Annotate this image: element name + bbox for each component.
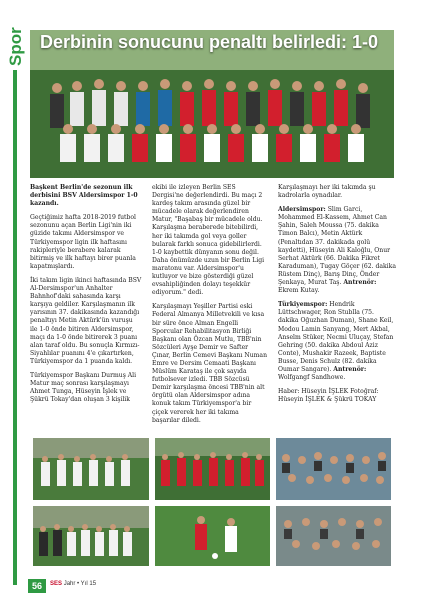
lineup-aldersimspor xyxy=(278,206,396,295)
article-title: Derbinin sonucunu penaltı belirledi: 1-0 xyxy=(40,32,379,52)
lineup-text: Slim Garci, Mohammed El-Kassem, Ahmet Can Şahin, Saleh Moussa (75. dakika Timon Balcı), Metin Aktürk (Penaltıdan 37. dakikada golü kaydetti), Hüseyin Ali Kaloğlu, Onur Serhat Aktürk (66. Dakika Fikret Karaduman), Tugay Göçer (62. dakika Rüstem Dinç), Barış Dinç, Önder Şenkaya, Murat Taş. xyxy=(278,206,396,287)
coach-name: Ekrem Kutay. xyxy=(278,287,320,295)
coach-name: Wolfgangf Sandhowe. xyxy=(278,374,346,382)
lead-paragraph: Başkent Berlin'de sezonun ilk derbisini BSV Aldersimspor 1-0 kazandı. xyxy=(30,184,138,208)
lineup-text: Hendrik Lüttschwager, Ron Stublla (75. dakika Oğuzhan Duman), Shane Keil, Modou Lamin Sanyang, Mert Akbal, Anselm Stüker, Necmi Uluçay, Stefan Gehring (50. dakika Abdoul Aziz Conte), Mushakir Razeek, Baptiste Busse, Denis Schulz (82. dakika Oumar Sangare). xyxy=(278,301,394,373)
paragraph: Geçtiğimiz hafta 2018-2019 futbol sezonunu açan Berlin Ligi'nin iki güzide takımı Aldersimspor ve Türkiyemspor ligin ilk haftasını rakipleriyle berabere kalarak bitirmiş ve ilk haftayı birer puanla kapatmışlardı. xyxy=(30,214,137,270)
paragraph: Karşılaşmayı Yeşiller Partisi eski Federal Almanya Milletvekili ve kısa bir süre önce Alman Engelli Sporcular Rehabilitasyon Birliği Başkanı olan Özcan Mutlu, TBB'nin Sözcüleri Ayşe Demir ve Safter Çınar, Berlin Cemevi Başkanı Numan Emre ve Dersim Cemaati Başkanı Müslüm Karataş ile çok sayıda futbolsever izledi. TBB Sözcüsü Demir karşılaşma öncesi TBB'nin alt örgütü olan Aldersimspor adına konuk takım Türkiyemspor'a bir çiçek vererek her iki takıma başarılar diledi. xyxy=(152,303,267,424)
lineup-turkiyemspor xyxy=(278,301,396,382)
column-1 xyxy=(30,184,142,410)
match-photo xyxy=(155,438,270,500)
match-photo xyxy=(33,438,149,500)
credit-line: Hüseyin İŞLEK & Şükrü TOKAY xyxy=(278,396,377,404)
section-tab xyxy=(3,6,25,66)
page-number: 56 xyxy=(28,579,46,593)
team-label: Aldersimspor: xyxy=(278,206,326,214)
footer-magazine xyxy=(50,581,96,587)
match-photo xyxy=(33,506,149,566)
paragraph: ekibi ile izleyen Berlin SES Dergisi'ne değerlendirdi. Bu maçı 2 kardeş takım arasında güzel bir mücadele olarak değerlendiren Matur, "Başabaş bir mücadele oldu. Karşılaşma beraberede bitebilirdi, her iki takımda gol veya goller bularak farklı sonuca gidebilirlerdi. 1-0 kaybettik dünyanın sonu değil. Daha önümüzde uzun bir Berlin Ligi maratonu var. Aldersimspor'u kutluyor ve bize gösterdiği güzel evsahipliğinden dolayı teşekkür ediyorum." dedi. xyxy=(152,184,265,297)
match-action-photo xyxy=(155,506,270,566)
coach-label: Antrenör: xyxy=(333,365,367,373)
team-label: Türkiyemspor: xyxy=(278,301,328,309)
paragraph: Karşılaşmayı her iki takımda şu kadrolarla oynadılar. xyxy=(278,184,376,200)
credits xyxy=(278,388,396,404)
issue-info: Jahr • Yıl 15 xyxy=(63,581,97,587)
paragraph: İki takım ligin ikinci haftasında BSV Al-Dersimspor'un Anhalter Bahnhof'daki sahasında karşı karşıya geldiler. Karşılaşmanın ilk yarısının 37. dakikasında kazandığı penaltıyı Metin Aktürk'ün vuruşu ile 1-0 önde bitiren Aldersimspor, maçı da 1-0 önde bitirerek 3 puanı alan taraf oldu. Bu sonuçla Kırmızı-Siyahlılar puanını 4'e çıkartırken, Türkiyemspor da 1 puanda kaldı. xyxy=(30,276,142,365)
section-rail xyxy=(13,70,17,585)
column-3 xyxy=(278,184,396,410)
coach-label: Antrenör: xyxy=(343,279,377,287)
section-label: Spor xyxy=(6,27,25,66)
credit-line: Haber: Hüseyin İŞLEK Fotoğraf: xyxy=(278,388,379,396)
column-2 xyxy=(152,184,268,431)
magazine-logo: SES xyxy=(50,581,63,587)
crowd-photo xyxy=(276,438,391,500)
paragraph: Türkiyemspor Başkanı Durmuş Ali Matur maç sonrası karşılaşmayı Ahmet Tunga, Hüseyin İşlek ve Şükrü Tokay'dan oluşan 3 kişilik xyxy=(30,371,137,404)
crowd-photo xyxy=(276,506,391,566)
